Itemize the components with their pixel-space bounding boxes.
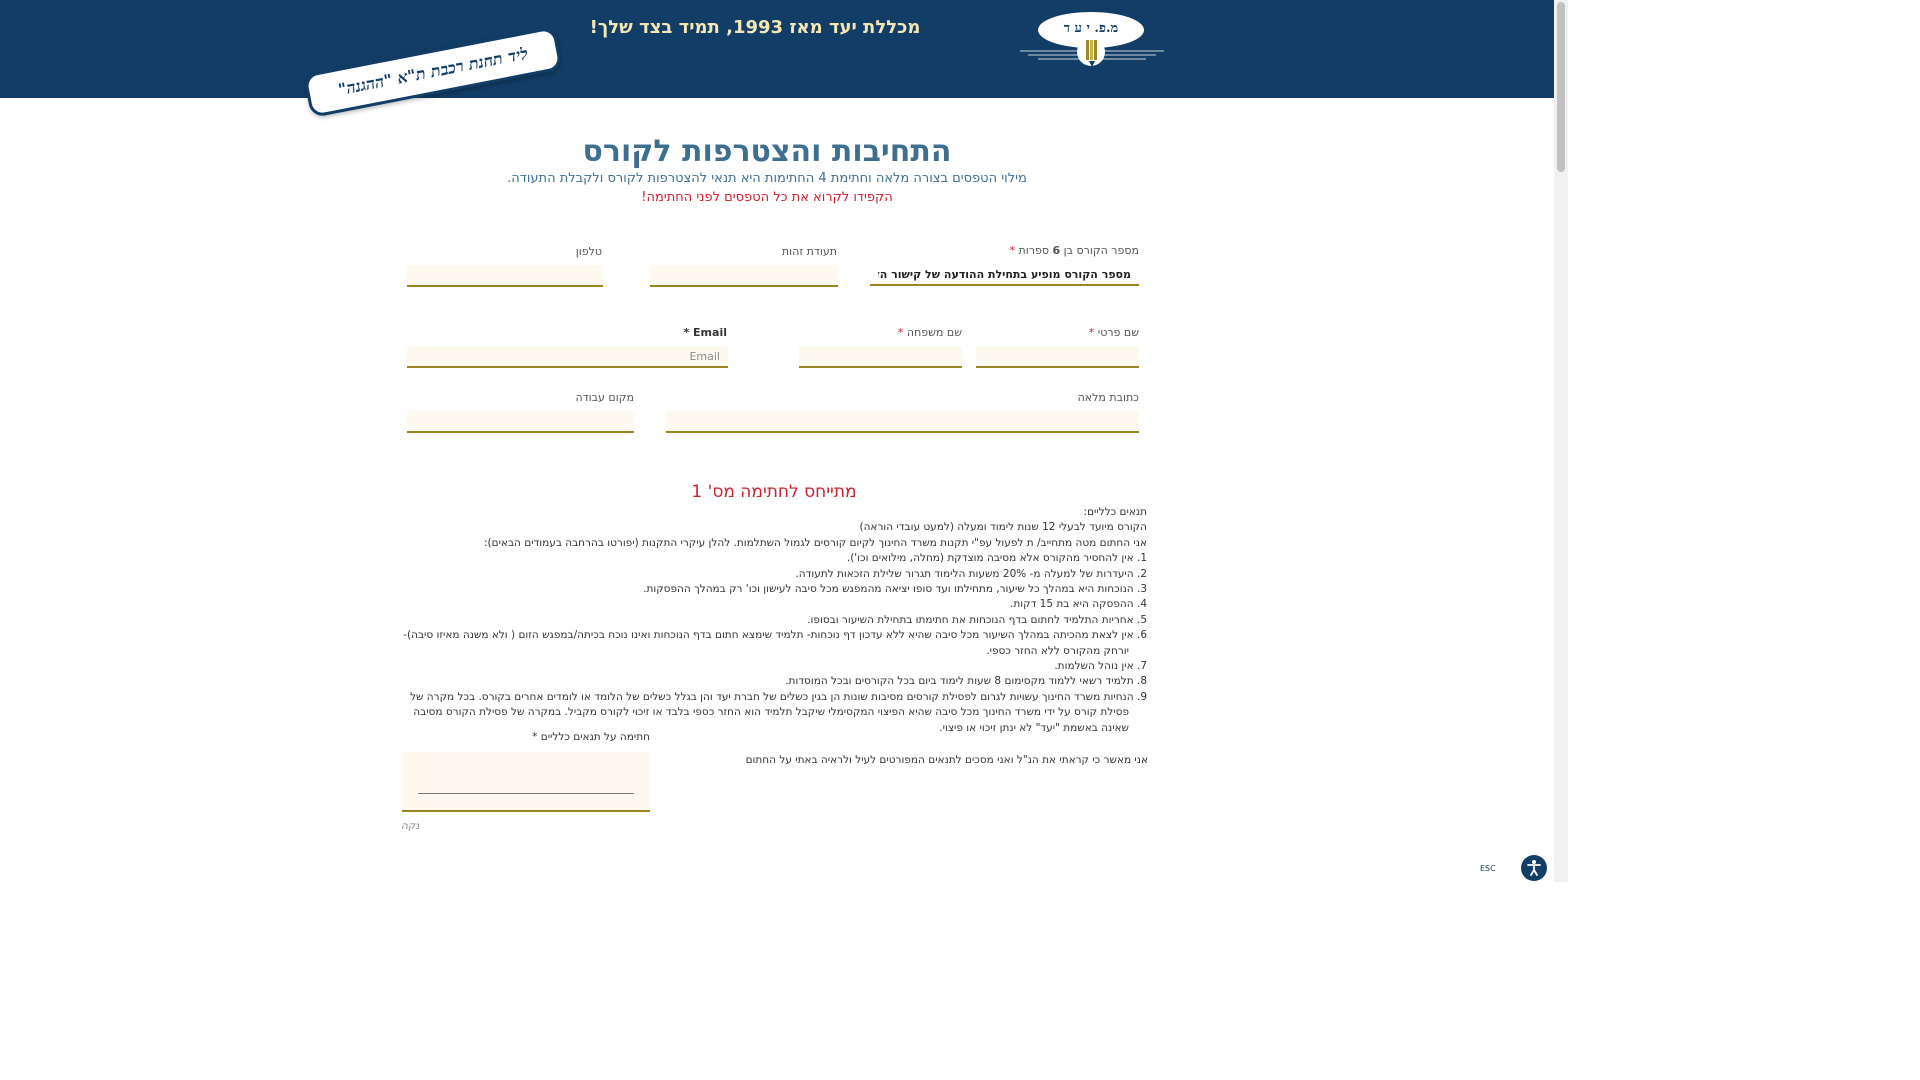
esc-label[interactable]: ESC (1480, 864, 1496, 873)
id-number-input[interactable] (650, 265, 838, 287)
course-number-label (1010, 244, 1139, 257)
phone-label: טלפון (575, 245, 602, 258)
phone-input[interactable] (407, 265, 603, 287)
course-number-label-text: מספר הקורס בן (1060, 244, 1139, 257)
page-scrollbar[interactable] (1554, 0, 1568, 882)
last-name-label (898, 326, 962, 339)
terms-line: 8. תלמיד רשאי ללמוד מקסימום 8 שעות לימוד ביום בכל הקורסים ובכל המוסדות. (785, 675, 1147, 688)
email-label-text: Email (693, 326, 727, 339)
terms-line: 4. ההפסקה היא בת 15 דקות. (1010, 598, 1147, 611)
agreement-text: אני מאשר כי קראתי את הנ"ל ואני מסכים לתנאים המפורטים לעיל ולראיה באתי על החתום (745, 754, 1148, 766)
signature-line (418, 793, 634, 794)
location-stamp (303, 26, 563, 118)
address-input[interactable] (666, 411, 1139, 433)
terms-line: שאינה באשמת "יעד" לא ינתן זיכוי או פיצוי. (939, 721, 1129, 734)
required-mark: * (683, 326, 690, 339)
read-warning: הקפידו לקרוא את כל הטפסים לפני החתימה! (641, 190, 893, 205)
signature-label: חתימה על תנאים כלליים * (532, 731, 650, 743)
last-name-label-text: שם משפחה (906, 326, 962, 339)
course-number-digits: 6 (1052, 244, 1061, 257)
terms-line: הקורס מיועד לבעלי 12 שנות לימוד ומעלה (למעט עובדי הוראה) (859, 521, 1147, 534)
scrollbar-thumb[interactable] (1557, 2, 1565, 172)
first-name-label-text: שם פרטי (1097, 326, 1139, 339)
terms-line: יורחק מהקורס ללא החזר כספי. (986, 644, 1129, 657)
logo-text: מ.פ. י ע ד (1063, 21, 1119, 36)
terms-line: 3. הנוכחות היא במהלך כל שיעור, מתחילתו ועד סופו יציאה מהמפגש מכל סיבה לעישון וכו' רק במהלך ההפסקות. (643, 583, 1147, 596)
signature-section-title: מתייחס לחתימה מס' 1 (691, 482, 857, 502)
email-label (683, 326, 727, 339)
terms-line: 9. הנחיות משרד החינוך עשויות לגרום לפסילת קורסים מסיבות שונות הן בגין כשלים של חברת יעד והן בגלל כשלים של הלומד או לומדים אחרים בקורס. בכל מקרה של (410, 690, 1147, 703)
terms-line: 7. אין נוהל השלמות. (1054, 660, 1147, 673)
header-tagline: מכללת יעד מאז 1993, תמיד בצד שלך! (589, 17, 921, 38)
terms-line: 1. אין להחסיר מהקורס אלא מסיבה מוצדקת (מחלה, מילואים וכו'). (846, 552, 1147, 565)
general-terms (395, 505, 1147, 736)
terms-line: אני החתום מטה מתחייב/ ת לפעול עפ"י תקנות משרד החינוך לקיום קורסים לגמול השתלמות. להלן עיקרי התקנות (יפורטו בהרחבה בעמודים הבאים): (483, 536, 1147, 549)
first-name-input[interactable] (976, 346, 1139, 368)
required-mark: * (1009, 244, 1016, 257)
location-stamp-text: ליד תחנת רכבת ת"א "ההגנה" (336, 43, 530, 100)
accessibility-icon[interactable] (1521, 855, 1547, 881)
clear-signature-button[interactable]: נקה (401, 820, 420, 832)
terms-line: 5. אחריות התלמיד לחתום בדף הנוכחות את חתימתו בתחילת השיעור ובסופו. (807, 613, 1147, 626)
email-input[interactable] (407, 346, 728, 368)
terms-line: 6. אין לצאת מהכיתה במהלך השיעור מכל סיבה שהיא ללא עדכון דף נוכחות- תלמיד שימצא חתום בדף הנוכחות ואינו נוכח בכיתה/במפגש הזום ( ולא משנה מאיזו סיבה)- (403, 629, 1147, 642)
site-header (0, 0, 1554, 98)
college-logo[interactable] (1018, 10, 1166, 72)
workplace-input[interactable] (407, 411, 634, 433)
terms-line: 2. היעדרות של למעלה מ- 20% משעות הלימוד תגרור שלילת הזכאות לתעודה. (795, 567, 1147, 580)
id-number-label: תעודת זהות (781, 245, 837, 258)
address-label: כתובת מלאה (1077, 391, 1139, 404)
last-name-input[interactable] (799, 346, 962, 368)
signature-pad[interactable] (402, 752, 650, 812)
required-mark: * (897, 326, 904, 339)
required-mark: * (1088, 326, 1095, 339)
page-title: התחיבות והצטרפות לקורס (582, 134, 952, 169)
course-number-label-suffix: ספרות (1018, 244, 1053, 257)
page-subtitle: מילוי הטפסים בצורה מלאה וחתימת 4 החתימות היא תנאי להצטרפות לקורס ולקבלת התעודה. (507, 171, 1027, 186)
first-name-label (1089, 326, 1139, 339)
terms-line: פסילת קורס על ידי משרד החינוך מכל סיבה שהיא הפיצוי המקסימלי שיקבל תלמיד הוא החזר כספי בלבד או זיכוי לקורס מקביל. במקרה של פסילת הקורס מסיבה (413, 706, 1129, 719)
course-number-input[interactable] (870, 264, 1139, 286)
workplace-label: מקום עבודה (575, 391, 634, 404)
terms-line: תנאים כלליים: (1083, 506, 1147, 518)
